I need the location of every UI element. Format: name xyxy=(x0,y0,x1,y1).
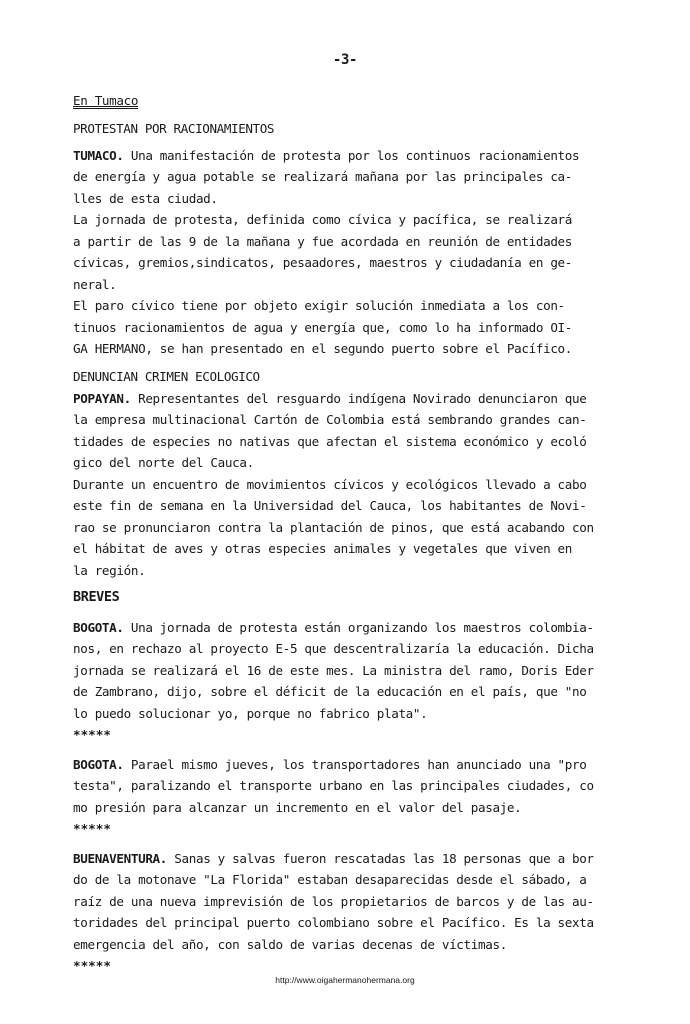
article-heading: PROTESTAN POR RACIONAMIENTOS xyxy=(73,121,275,136)
paragraph-text: La jornada de protesta, definida como cívica y pacífica, se realizará a partir de las 9 de la mañana y fue acordada en reunión de entidades cívicas, gremios,sindicatos, pesaadores, maestros y ciudadanía en ge- neral. xyxy=(73,212,573,292)
page-number: -3- xyxy=(332,52,358,68)
breve-lead: BOGOTA. xyxy=(73,619,124,635)
article-paragraph xyxy=(73,295,638,360)
paragraph-lead: POPAYAN. xyxy=(73,390,131,406)
article-crimen-ecologico xyxy=(73,366,638,581)
article-paragraph xyxy=(73,474,638,582)
footer-url: http://www.oigahermanohermana.org xyxy=(275,975,415,985)
paragraph-text: Una manifestación de protesta por los continuos racionamientos de energía y agua potable se realizará mañana por las principales ca- lles de esta ciudad. xyxy=(73,147,580,206)
breve-text: Parael mismo jueves, los transportadores han anunciado una "pro testa", paralizando el transporte urbano en las principales ciudades, co mo presión para alcanzar un incremento en el valor del pasaje. xyxy=(73,756,594,815)
article-paragraph xyxy=(73,145,638,210)
paragraph-lead: TUMACO. xyxy=(73,147,124,163)
breve-lead: BOGOTA. xyxy=(73,756,124,772)
section-place-title: En Tumaco xyxy=(73,93,139,108)
article-paragraph xyxy=(73,209,638,295)
paragraph-text: Durante un encuentro de movimientos cívicos y ecológicos llevado a cabo este fin de semana en la Universidad del Cauca, los habitantes de Novi- rao se pronunciaron contra la plantación de pinos, que está acabando con el hábitat de aves y otras especies animales y vegetales que viven en la región. xyxy=(73,476,594,578)
breve-text: Una jornada de protesta están organizando los maestros colombia- nos, en rechazo al proyecto E-5 que descentralizaría la educación. Dicha jornada se realizará el 16 de este mes. La ministra del ramo, Doris Eder de Zambrano, dijo, sobre el déficit de la educación en el país, que "no lo puedo solucionar yo, porque no fabrico plata". xyxy=(73,619,594,721)
breve-lead: BUENAVENTURA. xyxy=(73,850,168,866)
paragraph-text: Representantes del resguardo indígena Novirado denunciaron que la empresa multinacional Cartón de Colombia está sembrando grandes can- tidades de especies no nativas que afectan el sistema económico y ecoló gico del norte del Cauca. xyxy=(73,390,587,470)
article-paragraph xyxy=(73,388,638,474)
breves-section xyxy=(73,587,638,977)
breve-item xyxy=(73,754,638,819)
breve-item xyxy=(73,848,638,956)
breve-separator: ***** xyxy=(73,727,111,742)
breves-heading: BREVES xyxy=(73,589,120,605)
article-heading: DENUNCIAN CRIMEN ECOLOGICO xyxy=(73,369,260,384)
breve-separator: ***** xyxy=(73,958,111,973)
breve-separator: ***** xyxy=(73,821,111,836)
article-racionamientos xyxy=(73,118,638,360)
breve-text: Sanas y salvas fueron rescatadas las 18 personas que a bor do de la motonave "La Florida" estaban desaparecidas desde el sábado, a raíz de una nueva imprevisión de los propietarios de barcos y de las au- toridades del principal puerto colombiano sobre el Pacífico. Es la sexta emergencia del año, con saldo de varias decenas de víctimas. xyxy=(73,850,594,952)
paragraph-text: El paro cívico tiene por objeto exigir solución inmediata a los con- tinuos racionamientos de agua y energía que, como lo ha informado OI- GA HERMANO, se han presentado en el segundo puerto sobre el Pacífico. xyxy=(73,298,573,356)
breve-item xyxy=(73,617,638,725)
